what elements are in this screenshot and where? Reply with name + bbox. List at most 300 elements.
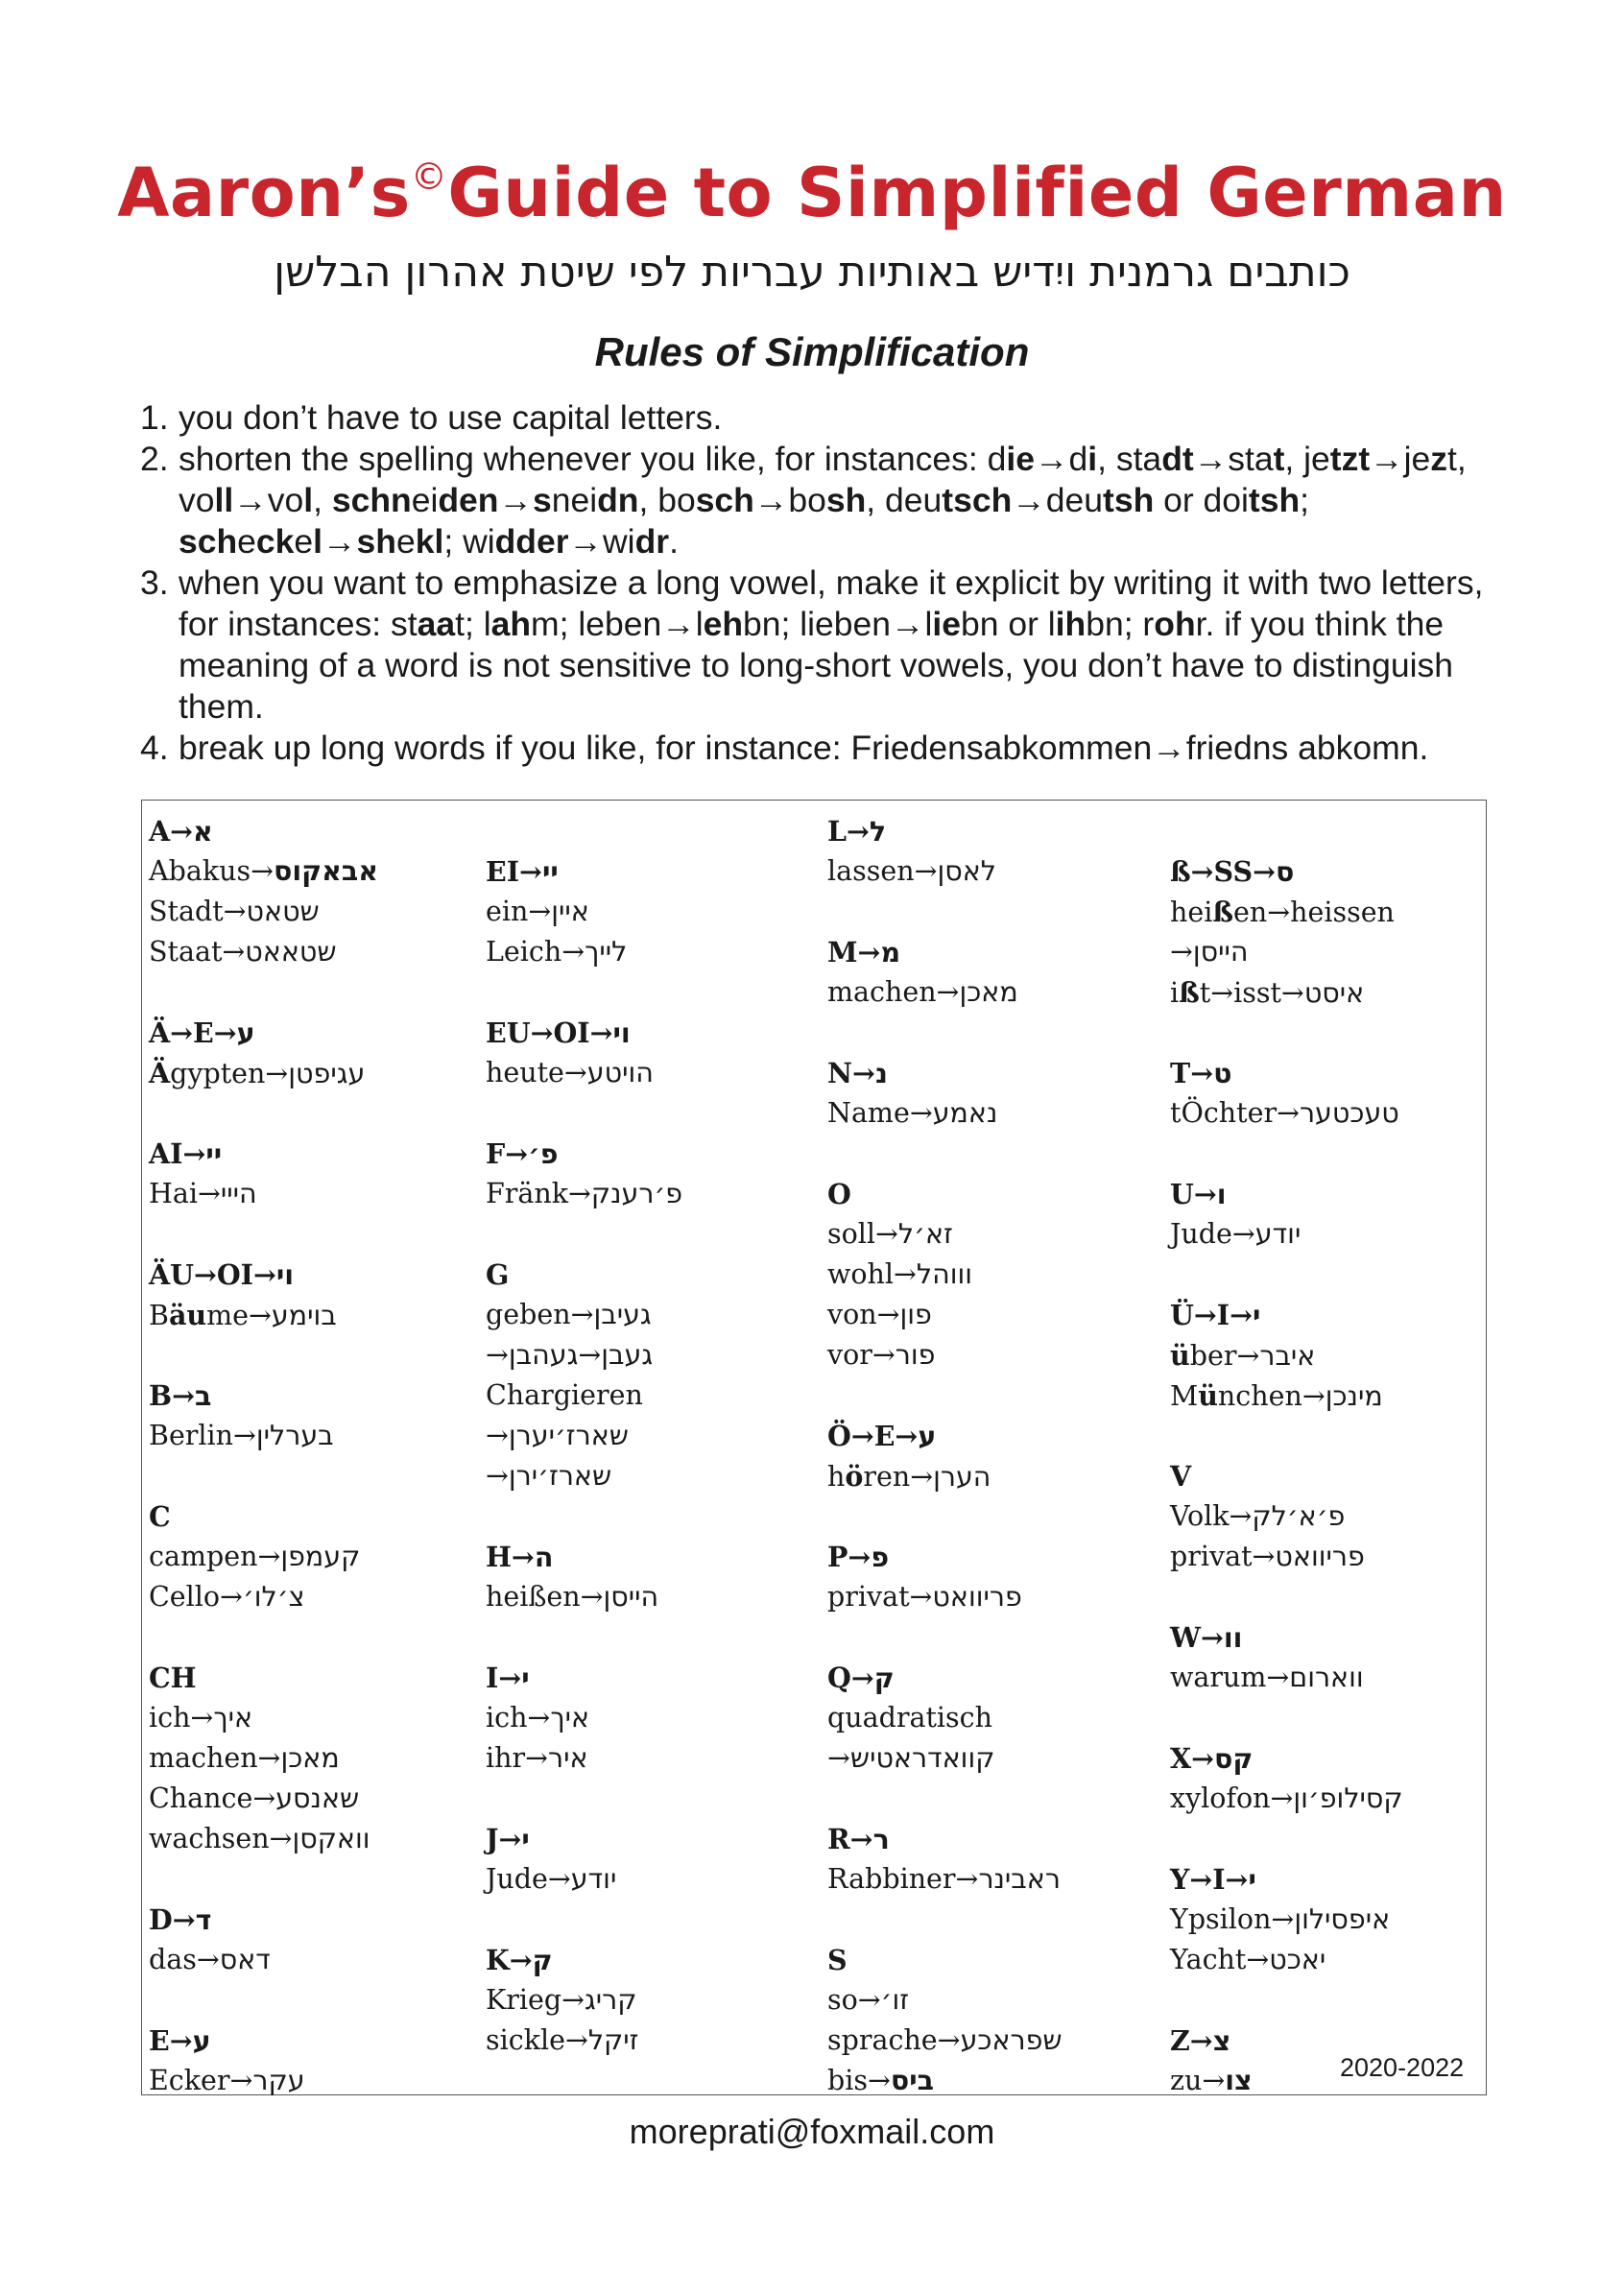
rule-text: ah xyxy=(490,605,532,643)
german-spelling: O xyxy=(827,1178,851,1210)
hebrew-spelling: ד xyxy=(195,1904,212,1936)
hebrew-spelling: קריג xyxy=(585,1984,637,2016)
spacer xyxy=(1170,1698,1506,1738)
spacer xyxy=(1170,1980,1506,2021)
hebrew-spelling: פריוואט xyxy=(932,1581,1022,1613)
hebrew-spelling: זיקל xyxy=(587,2024,639,2056)
hebrew-spelling: שטאאט xyxy=(245,936,337,968)
rule-text: bn; lieben→l xyxy=(743,605,933,643)
hebrew-spelling: יאכט xyxy=(1269,1944,1326,1975)
german-spelling: warum→ xyxy=(1170,1662,1290,1693)
spacer xyxy=(149,1456,485,1496)
german-spelling: Rabbiner→ xyxy=(827,1863,979,1895)
letter-heading xyxy=(1170,1295,1506,1335)
letter-heading xyxy=(486,1658,822,1698)
hebrew-spelling: וי xyxy=(612,1017,631,1049)
german-spelling: ren→ xyxy=(863,1461,934,1493)
hebrew-spelling: י xyxy=(521,1824,530,1855)
rule-text: sch xyxy=(179,522,238,561)
spacer xyxy=(486,811,822,851)
german-spelling: H→ xyxy=(486,1541,535,1573)
german-spelling: M→ xyxy=(827,936,881,969)
german-spelling: lassen→ xyxy=(827,855,938,887)
example-entry xyxy=(486,1416,822,1456)
hebrew-spelling: י xyxy=(1248,1864,1256,1896)
german-spelling: V xyxy=(1170,1460,1192,1493)
letter-heading xyxy=(827,1658,1163,1698)
spacer xyxy=(149,1980,485,2021)
rule-text: →je xyxy=(1370,440,1431,478)
spacer xyxy=(1170,1416,1506,1456)
example-entry xyxy=(827,2061,1163,2101)
spacer xyxy=(486,1214,822,1255)
rule-item xyxy=(140,439,1513,562)
hebrew-spelling: איך xyxy=(550,1702,590,1734)
rule-text: →wi xyxy=(568,522,635,561)
rule-text: bn or l xyxy=(960,605,1056,643)
example-entry xyxy=(486,1053,822,1093)
hebrew-spelling: פור xyxy=(895,1339,936,1371)
rule-text: m; leben→l xyxy=(531,605,704,643)
example-entry xyxy=(1170,1093,1506,1134)
example-entry xyxy=(1170,1375,1506,1416)
rule-text: t xyxy=(1273,440,1285,478)
example-entry xyxy=(1170,972,1506,1013)
german-spelling: R→ xyxy=(827,1823,873,1855)
rule-text: oh xyxy=(1154,605,1196,643)
rule-text: or doi xyxy=(1154,481,1249,519)
rule-text: tsch xyxy=(942,481,1013,519)
spacer xyxy=(827,1013,1163,1053)
hebrew-spelling: שארז׳ירן xyxy=(508,1460,612,1492)
example-entry xyxy=(827,1255,1163,1295)
rule-text: →d xyxy=(1034,440,1088,478)
letter-heading xyxy=(1170,1174,1506,1214)
german-spelling: heißen→ xyxy=(486,1581,604,1613)
german-spelling: äu xyxy=(168,1299,207,1331)
spacer xyxy=(1170,1134,1506,1174)
rule-text: →bo xyxy=(753,481,826,519)
spacer xyxy=(486,1093,822,1134)
spacer xyxy=(486,972,822,1013)
rule-text: eh xyxy=(703,605,744,643)
rule-text: ll xyxy=(214,481,234,519)
hebrew-spelling: קס xyxy=(1214,1743,1254,1775)
example-entry xyxy=(149,1738,485,1779)
hebrew-spelling: צ׳לו׳ xyxy=(242,1581,305,1613)
hebrew-spelling: ט xyxy=(1213,1058,1232,1089)
german-spelling: T→ xyxy=(1170,1057,1214,1089)
hebrew-spelling: וווהל xyxy=(916,1258,973,1290)
spacer xyxy=(827,1134,1163,1174)
hebrew-spelling: פריוואט xyxy=(1275,1541,1365,1572)
rules-heading: Rules of Simplification xyxy=(594,329,1030,374)
german-spelling: X→ xyxy=(1170,1742,1214,1775)
german-spelling: h xyxy=(827,1461,846,1493)
german-spelling: ich→ xyxy=(149,1702,214,1734)
letter-heading xyxy=(827,932,1163,972)
hebrew-spelling: צו xyxy=(1225,2065,1253,2096)
hebrew-spelling: בוימע xyxy=(271,1300,337,1331)
german-spelling: machen→ xyxy=(149,1742,281,1774)
spacer xyxy=(827,1496,1163,1537)
german-spelling: gypten→ xyxy=(170,1058,289,1089)
example-entry xyxy=(1170,1335,1506,1375)
letter-heading xyxy=(486,1013,822,1053)
example-entry xyxy=(827,1859,1163,1900)
hebrew-spelling: איפסילון xyxy=(1294,1903,1391,1935)
hebrew-spelling: ע xyxy=(192,2025,211,2057)
german-spelling: Fränk→ xyxy=(486,1178,591,1209)
example-entry xyxy=(1170,1496,1506,1537)
german-spelling: → xyxy=(486,1420,509,1451)
german-spelling: S xyxy=(827,1944,848,1976)
rule-text: ck xyxy=(255,522,295,561)
hebrew-spelling: יודע xyxy=(1254,1218,1302,1250)
example-entry xyxy=(486,1738,822,1779)
german-spelling: Y→I→ xyxy=(1170,1863,1249,1896)
german-spelling: Ö→E→ xyxy=(827,1420,919,1452)
rule-number: 4. xyxy=(140,729,169,767)
rule-text: →vo xyxy=(233,481,304,519)
alphabet-table xyxy=(141,800,1487,2095)
rule-text: sch xyxy=(695,481,754,519)
title-suffix: Guide to Simplified German xyxy=(447,154,1507,232)
rule-text: bn; r xyxy=(1086,605,1155,643)
german-spelling: U→ xyxy=(1170,1178,1217,1210)
example-entry xyxy=(486,1980,822,2021)
hebrew-spelling: יי xyxy=(541,856,559,888)
german-spelling: von→ xyxy=(827,1299,900,1330)
letter-heading xyxy=(149,1658,485,1698)
german-spelling: C xyxy=(149,1500,171,1533)
rule-text: ; xyxy=(1300,481,1310,519)
german-spelling: hei xyxy=(1170,897,1213,928)
hebrew-spelling: איין xyxy=(551,896,589,927)
rule-text: r. if you think the meaning of a word is not sensitive to long-short vowels, you don’t have to distinguish them. xyxy=(179,605,1454,726)
letter-heading xyxy=(486,1134,822,1174)
spacer xyxy=(486,1496,822,1537)
german-spelling: → xyxy=(1170,936,1193,968)
rule-text: aa xyxy=(417,605,456,643)
rule-number: 1. xyxy=(140,398,169,437)
example-entry xyxy=(827,1577,1163,1617)
example-entry xyxy=(486,2021,822,2061)
letter-heading xyxy=(149,1255,485,1295)
german-spelling: J→ xyxy=(486,1823,522,1855)
example-entry xyxy=(149,1779,485,1819)
hebrew-spelling: הייסן xyxy=(603,1581,659,1613)
hebrew-spelling: הייי xyxy=(220,1178,257,1209)
rule-text: , deu xyxy=(866,481,943,519)
contact-email: moreprati@foxmail.com xyxy=(629,2112,995,2151)
hebrew-spelling: א xyxy=(193,816,213,848)
letter-heading xyxy=(149,2021,485,2061)
hebrew-spelling: י xyxy=(1252,1300,1261,1331)
rule-text: kl xyxy=(415,522,444,561)
letter-heading xyxy=(827,1537,1163,1577)
hebrew-spelling: וו xyxy=(1223,1622,1243,1654)
rule-text: . xyxy=(669,522,679,561)
example-entry xyxy=(149,932,485,972)
letter-heading xyxy=(1170,1738,1506,1779)
german-spelling: Stadt→ xyxy=(149,896,247,927)
letter-heading xyxy=(1170,851,1506,892)
german-spelling: sickle→ xyxy=(486,2024,588,2056)
title-prefix: Aaron’s xyxy=(117,154,411,232)
german-spelling: CH xyxy=(149,1662,197,1694)
german-spelling: soll→ xyxy=(827,1218,898,1250)
german-spelling: Z→ xyxy=(1170,2024,1213,2057)
spacer xyxy=(1170,1255,1506,1295)
example-entry xyxy=(149,1940,485,1980)
hebrew-spelling: ע xyxy=(918,1421,937,1452)
rule-item xyxy=(140,728,1513,769)
german-spelling: xylofon→ xyxy=(1170,1782,1294,1814)
example-entry xyxy=(827,1335,1163,1375)
rule-text: ei xyxy=(411,481,439,519)
example-entry xyxy=(149,1698,485,1738)
example-entry xyxy=(1170,1940,1506,1980)
rule-text: ie xyxy=(1006,440,1035,478)
rule-text: dr xyxy=(634,522,670,561)
hebrew-spelling: יי xyxy=(205,1138,223,1170)
german-spelling: Jude→ xyxy=(486,1863,571,1895)
hebrew-spelling: וואקסן xyxy=(292,1823,370,1854)
german-spelling: A→ xyxy=(149,815,193,848)
spacer xyxy=(1170,1577,1506,1617)
rule-text: dn xyxy=(597,481,639,519)
rule-text: t, vo xyxy=(179,440,1467,519)
letter-heading xyxy=(827,1416,1163,1456)
hebrew-spelling: פון xyxy=(899,1299,932,1330)
german-spelling: N→ xyxy=(827,1057,875,1089)
rule-text: → xyxy=(498,481,533,519)
spacer xyxy=(827,1375,1163,1416)
spacer xyxy=(149,972,485,1013)
german-spelling: L→ xyxy=(827,815,870,848)
spacer xyxy=(149,1617,485,1658)
example-entry xyxy=(486,1456,822,1496)
hebrew-spelling: שטאט xyxy=(246,896,320,927)
example-entry xyxy=(1170,892,1506,932)
letter-heading xyxy=(149,1900,485,1940)
letter-heading xyxy=(827,1940,1163,1980)
letter-heading xyxy=(149,1496,485,1537)
letter-heading xyxy=(486,1255,822,1295)
rule-text: , bo xyxy=(638,481,696,519)
hebrew-spelling: לייך xyxy=(585,936,628,968)
letter-heading xyxy=(149,1134,485,1174)
rule-text: shorten the spelling whenever you like, for instances: d xyxy=(179,440,1007,478)
german-spelling: ein→ xyxy=(486,896,552,927)
example-entry xyxy=(149,1416,485,1456)
german-spelling: B→ xyxy=(149,1379,195,1412)
hebrew-spelling: געבן xyxy=(601,1339,654,1371)
example-entry xyxy=(486,1375,822,1416)
rule-text: tsh xyxy=(1103,481,1155,519)
example-entry xyxy=(1170,1779,1506,1819)
german-spelling: tÖchter→ xyxy=(1170,1097,1300,1129)
german-spelling: nchen→ xyxy=(1217,1380,1325,1412)
spacer xyxy=(1170,811,1506,851)
letter-heading xyxy=(486,1537,822,1577)
rule-text: , sta xyxy=(1097,440,1162,478)
german-spelling: Hai→ xyxy=(149,1178,221,1209)
spacer xyxy=(149,1093,485,1134)
rule-text: dder xyxy=(494,522,569,561)
german-spelling: Chargieren xyxy=(486,1379,643,1411)
rule-text: sh xyxy=(825,481,867,519)
example-entry xyxy=(827,851,1163,892)
rule-text: you don’t have to use capital letters. xyxy=(179,398,723,437)
rule-number: 3. xyxy=(140,563,169,602)
letter-heading xyxy=(1170,1859,1506,1900)
german-spelling: → xyxy=(578,1339,602,1371)
german-spelling: I→ xyxy=(486,1662,522,1694)
german-spelling: zu→ xyxy=(1170,2065,1226,2096)
german-spelling: Cello→ xyxy=(149,1581,243,1613)
example-entry xyxy=(827,2021,1163,2061)
example-entry xyxy=(827,1093,1163,1134)
table-column-1 xyxy=(149,811,485,2101)
example-entry xyxy=(486,1698,822,1738)
example-entry xyxy=(486,892,822,932)
table-column-3 xyxy=(827,811,1163,2101)
rule-text: s xyxy=(532,481,552,519)
example-entry xyxy=(486,932,822,972)
german-spelling: wachsen→ xyxy=(149,1823,293,1854)
rule-text: nei xyxy=(551,481,598,519)
spacer xyxy=(149,1859,485,1900)
german-spelling: Krieg→ xyxy=(486,1984,585,2016)
example-entry xyxy=(149,1295,485,1335)
letter-heading xyxy=(486,1940,822,1980)
rule-text: , je xyxy=(1284,440,1330,478)
german-spelling: heute→ xyxy=(486,1057,587,1088)
rule-text: den xyxy=(438,481,499,519)
example-entry xyxy=(149,892,485,932)
german-spelling: Ü→I→ xyxy=(1170,1299,1253,1331)
hebrew-spelling: עגיפטן xyxy=(288,1058,366,1089)
hebrew-spelling: ר xyxy=(872,1824,890,1855)
letter-heading xyxy=(486,851,822,892)
table-column-2 xyxy=(486,811,822,2061)
german-spelling: AI→ xyxy=(149,1137,206,1170)
german-spelling: D→ xyxy=(149,1903,196,1936)
rule-text: →deu xyxy=(1012,481,1103,519)
hebrew-spelling: שארז׳יערן xyxy=(508,1420,629,1451)
letter-heading xyxy=(149,1375,485,1416)
example-entry xyxy=(149,851,485,892)
example-entry xyxy=(486,1174,822,1214)
example-entry xyxy=(827,972,1163,1013)
letter-heading xyxy=(486,1819,822,1859)
hebrew-spelling: עקר xyxy=(252,2065,305,2096)
hebrew-spelling: נ xyxy=(874,1058,888,1089)
german-spelling: B xyxy=(149,1300,169,1331)
rule-text: tzt xyxy=(1329,440,1371,478)
hebrew-spelling: מ xyxy=(880,937,901,969)
hebrew-spelling: מינכן xyxy=(1325,1380,1383,1412)
german-spelling: → xyxy=(827,1742,850,1774)
hebrew-spelling: י xyxy=(521,1662,530,1694)
example-entry xyxy=(1170,1900,1506,1940)
german-spelling: ü xyxy=(1198,1379,1218,1412)
german-spelling: W→ xyxy=(1170,1621,1224,1654)
hebrew-spelling: דאס xyxy=(219,1944,271,1975)
example-entry xyxy=(486,1295,822,1335)
example-entry xyxy=(149,1174,485,1214)
hebrew-spelling: ק xyxy=(532,1945,553,1976)
german-spelling: Leich→ xyxy=(486,936,585,968)
german-spelling: bis→ xyxy=(827,2065,891,2096)
german-spelling: ich→ xyxy=(486,1702,551,1734)
hebrew-spelling: ל xyxy=(869,816,887,848)
hebrew-spelling: זו׳ xyxy=(880,1984,910,2016)
hebrew-spelling: קסילופ׳ון xyxy=(1293,1782,1403,1814)
hebrew-spelling: איר xyxy=(547,1742,588,1774)
hebrew-spelling: פ׳א׳לק xyxy=(1252,1500,1346,1532)
spacer xyxy=(149,1335,485,1375)
example-entry xyxy=(486,1859,822,1900)
spacer xyxy=(486,1900,822,1940)
german-spelling: P→ xyxy=(827,1541,872,1573)
hebrew-spelling: ו xyxy=(1216,1179,1227,1210)
hebrew-spelling: פ׳ xyxy=(528,1138,559,1170)
german-spelling: geben→ xyxy=(486,1299,594,1330)
rule-number: 2. xyxy=(140,440,169,478)
letter-heading xyxy=(827,811,1163,851)
letter-heading xyxy=(149,811,485,851)
example-entry xyxy=(1170,932,1506,972)
letter-heading xyxy=(1170,1053,1506,1093)
german-spelling: quadratisch xyxy=(827,1702,992,1734)
example-entry xyxy=(827,1456,1163,1496)
german-spelling: ö xyxy=(845,1460,864,1493)
german-spelling: ihr→ xyxy=(486,1742,548,1774)
hebrew-spelling: ה xyxy=(534,1542,554,1573)
table-column-4 xyxy=(1170,811,1506,2101)
example-entry xyxy=(486,1335,822,1375)
german-spelling: sprache→ xyxy=(827,2024,961,2056)
hebrew-spelling: ראבינר xyxy=(978,1863,1061,1895)
german-spelling: F→ xyxy=(486,1137,529,1170)
hebrew-spelling: פ xyxy=(871,1542,890,1573)
example-entry xyxy=(827,1738,1163,1779)
german-spelling: privat→ xyxy=(1170,1541,1276,1572)
hebrew-spelling: ווארום xyxy=(1289,1662,1364,1693)
german-spelling: ÄU→OI→ xyxy=(149,1258,276,1291)
german-spelling: ß xyxy=(1212,896,1233,928)
hebrew-spelling: טעכטער xyxy=(1299,1097,1399,1129)
rule-text: , xyxy=(313,481,332,519)
rule-text: schn xyxy=(331,481,412,519)
letter-heading xyxy=(827,1819,1163,1859)
hebrew-spelling: לאסן xyxy=(937,855,996,887)
hebrew-spelling: ב xyxy=(194,1380,212,1412)
example-entry xyxy=(149,1537,485,1577)
rule-text: dt xyxy=(1161,440,1194,478)
rule-text: l xyxy=(313,522,323,561)
german-spelling: Q→ xyxy=(827,1662,874,1694)
spacer xyxy=(1170,1013,1506,1053)
letter-heading xyxy=(827,1174,1163,1214)
rule-text: → xyxy=(322,522,357,561)
example-entry xyxy=(827,1214,1163,1255)
german-spelling: ß→SS→ xyxy=(1170,855,1276,888)
rule-text: sh xyxy=(356,522,396,561)
